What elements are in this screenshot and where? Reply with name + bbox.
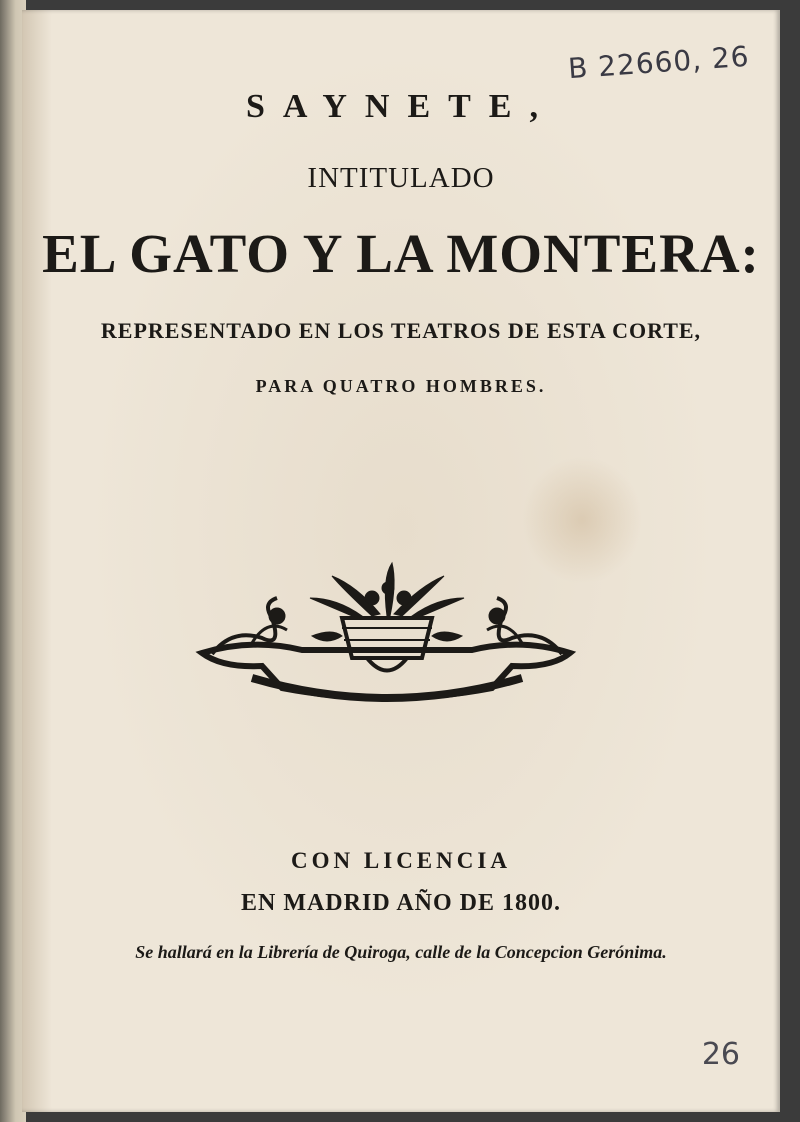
subheading-intitulado: INTITULADO bbox=[307, 162, 495, 194]
main-title: EL GATO Y LA MONTERA: bbox=[42, 223, 760, 284]
place-date-line: EN MADRID AÑO DE 1800. bbox=[240, 890, 561, 916]
cast-note: PARA QUATRO HOMBRES. bbox=[255, 376, 547, 396]
handwritten-page-number: 26 bbox=[701, 1037, 740, 1072]
bookseller-imprint: Se hallará en la Librería de Quiroga, calle de la Concepcion Gerónima. bbox=[135, 942, 667, 962]
performance-note: REPRESENTADO EN LOS TEATROS DE ESTA CORTE, bbox=[100, 318, 702, 343]
license-line: CON LICENCIA bbox=[291, 848, 511, 873]
floral-basket-ornament-icon bbox=[192, 558, 582, 718]
heading-saynete: SAYNETE, bbox=[246, 88, 556, 125]
handwritten-shelfmark: B 22660, 26 bbox=[567, 39, 751, 86]
title-page bbox=[22, 10, 780, 1112]
